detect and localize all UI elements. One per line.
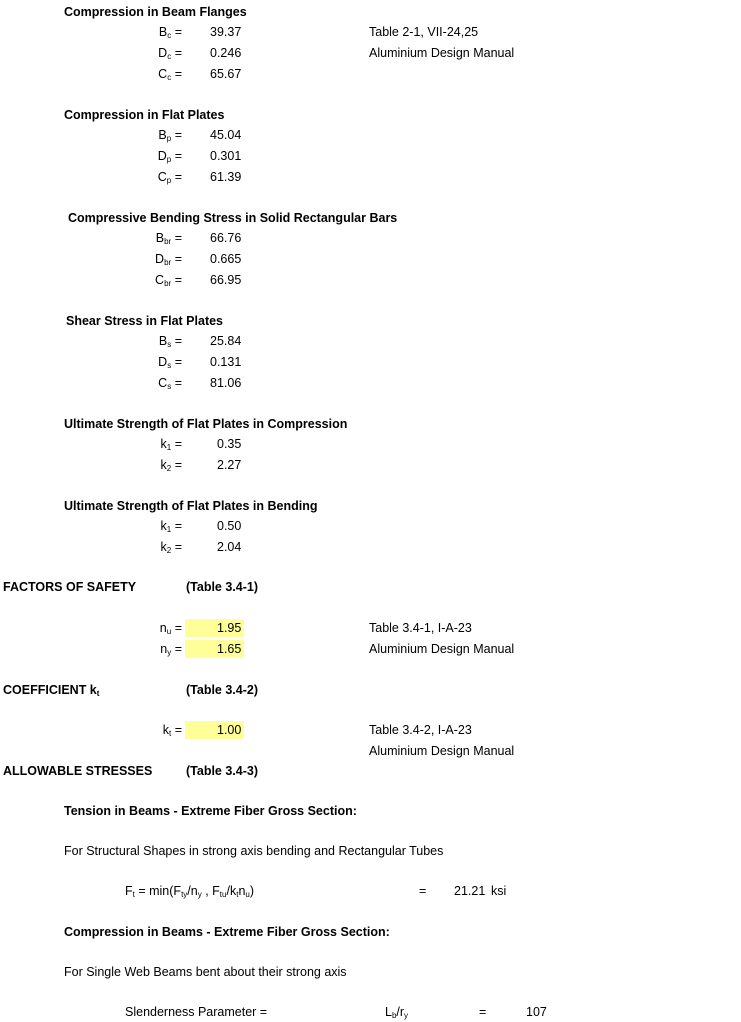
- tension-unit: ksi: [491, 884, 507, 898]
- value-cs: 81.06: [210, 376, 242, 390]
- label-k1-bending: $k_1$ =: [160, 519, 182, 534]
- reference-table-2-1: Table 2-1, VII-24,25: [369, 25, 479, 39]
- value-bbr: 66.76: [210, 231, 242, 245]
- slenderness-ratio: $L_b/r_y$: [385, 1005, 409, 1020]
- heading-table-3-4-3: (Table 3.4-3): [186, 764, 259, 778]
- tension-description: For Structural Shapes in strong axis bending and Rectangular Tubes: [64, 844, 444, 858]
- label-cc: $C_c$ =: [158, 67, 182, 82]
- reference-table-3-4-1: Table 3.4-1, I-A-23: [369, 621, 472, 635]
- reference-manual: Aluminium Design Manual: [369, 46, 515, 60]
- label-k2-bending: $k_2$ =: [160, 540, 182, 555]
- value-kt[interactable]: 1.00: [217, 723, 242, 737]
- section-title-ultimate-compression: Ultimate Strength of Flat Plates in Compression: [64, 417, 348, 431]
- value-ds: 0.131: [210, 355, 242, 369]
- label-bbr: $B_{br}$ =: [155, 231, 182, 246]
- value-bc: 39.37: [210, 25, 242, 39]
- value-cp: 61.39: [210, 170, 242, 184]
- heading-allowable-stresses: ALLOWABLE STRESSES: [3, 764, 153, 778]
- label-ny: $n_y$ =: [160, 642, 182, 657]
- label-bp: $B_p$ =: [158, 128, 182, 143]
- value-dc: 0.246: [210, 46, 242, 60]
- label-nu: $n_u$ =: [159, 621, 182, 636]
- reference-manual-fos: Aluminium Design Manual: [369, 642, 515, 656]
- section-title-rect-bars: Compressive Bending Stress in Solid Rectangular Bars: [68, 211, 398, 225]
- section-title-beam-flanges: Compression in Beam Flanges: [64, 5, 247, 19]
- value-k2-bending: 2.04: [217, 540, 242, 554]
- value-dbr: 0.665: [210, 252, 242, 266]
- value-k2-compression: 2.27: [217, 458, 242, 472]
- label-cbr: $C_{br}$ =: [155, 273, 182, 288]
- value-ny[interactable]: 1.65: [217, 642, 242, 656]
- value-bp: 45.04: [210, 128, 242, 142]
- section-title-tension: Tension in Beams - Extreme Fiber Gross Section:: [64, 804, 357, 818]
- label-kt: $k_t$ =: [162, 723, 182, 738]
- slenderness-result: 107: [526, 1005, 547, 1019]
- tension-equals: =: [419, 884, 427, 898]
- reference-table-3-4-2: Table 3.4-2, I-A-23: [369, 723, 472, 737]
- section-title-flat-plates: Compression in Flat Plates: [64, 108, 225, 122]
- label-ds: $D_s$ =: [158, 355, 182, 370]
- value-cc: 65.67: [210, 67, 242, 81]
- label-bc: $B_c$ =: [158, 25, 182, 40]
- label-dp: $D_p$ =: [157, 149, 182, 164]
- slenderness-label: Slenderness Parameter =: [125, 1005, 268, 1019]
- heading-table-3-4-2: (Table 3.4-2): [186, 683, 259, 697]
- compression-description: For Single Web Beams bent about their strong axis: [64, 965, 347, 979]
- label-bs: $B_s$ =: [158, 334, 182, 349]
- label-k2-compression: $k_2$ =: [160, 458, 182, 473]
- section-title-compression-beams: Compression in Beams - Extreme Fiber Gross Section:: [64, 925, 390, 939]
- value-k1-bending: 0.50: [217, 519, 242, 533]
- reference-manual-kt: Aluminium Design Manual: [369, 744, 515, 758]
- section-title-ultimate-bending: Ultimate Strength of Flat Plates in Bending: [64, 499, 318, 513]
- label-cp: $C_p$ =: [157, 170, 182, 185]
- heading-coefficient-kt: COEFFICIENT $k_t$: [3, 683, 100, 698]
- value-bs: 25.84: [210, 334, 242, 348]
- value-k1-compression: 0.35: [217, 437, 242, 451]
- heading-table-3-4-1: (Table 3.4-1): [186, 580, 259, 594]
- heading-factors-of-safety: FACTORS OF SAFETY: [3, 580, 137, 594]
- label-cs: $C_s$ =: [158, 376, 182, 391]
- value-dp: 0.301: [210, 149, 242, 163]
- section-title-shear: Shear Stress in Flat Plates: [66, 314, 224, 328]
- value-nu[interactable]: 1.95: [217, 621, 242, 635]
- label-k1-compression: $k_1$ =: [160, 437, 182, 452]
- value-cbr: 66.95: [210, 273, 242, 287]
- slenderness-equals: =: [479, 1005, 487, 1019]
- label-dc: $D_c$ =: [158, 46, 182, 61]
- tension-formula: $F_t = \min(F_{ty}/n_y$ , $F_{tu}/k_tn_u$): [125, 884, 255, 899]
- tension-result: 21.21: [454, 884, 486, 898]
- label-dbr: $D_{br}$ =: [155, 252, 182, 267]
